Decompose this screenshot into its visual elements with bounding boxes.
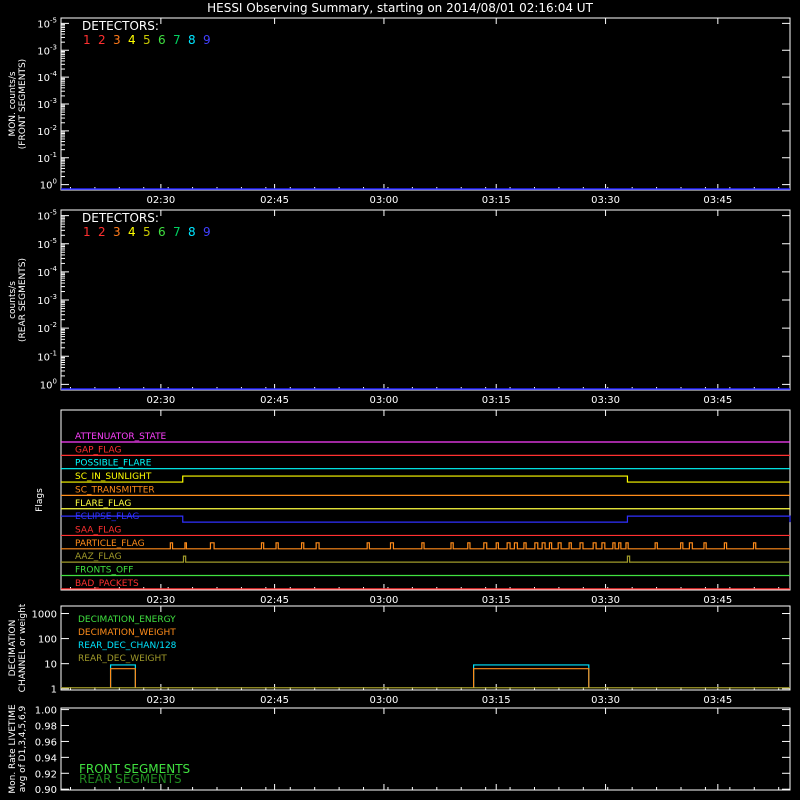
legend-title: DETECTORS: <box>82 19 159 33</box>
decimation-legend-item: REAR_DEC_CHAN/128 <box>78 641 177 651</box>
y-tick-label: 0.96 <box>34 737 57 749</box>
legend-item-detector-8: 8 <box>188 225 196 239</box>
legend-item-detector-6: 6 <box>158 225 166 239</box>
y-tick-label: $10^0$ <box>39 377 57 392</box>
x-tick-label: 03:30 <box>591 595 620 606</box>
legend-item-detector-7: 7 <box>173 33 181 47</box>
x-tick-label: 03:45 <box>703 595 733 606</box>
rear-panel <box>8 209 790 406</box>
y-axis-label: Flags <box>35 488 45 512</box>
y-tick-label: 1 <box>50 684 57 696</box>
y-tick-label: 0.92 <box>34 769 57 781</box>
legend-item-detector-3: 3 <box>113 225 121 239</box>
legend-item-detector-4: 4 <box>128 33 136 47</box>
y-tick-label: 1.00 <box>34 705 57 717</box>
legend-item-detector-1: 1 <box>83 33 91 47</box>
x-tick-label: 03:00 <box>369 395 399 406</box>
flags-panel <box>35 410 790 606</box>
front-panel <box>8 16 790 206</box>
flag-label: PARTICLE_FLAG <box>75 538 145 549</box>
x-tick-label: 03:15 <box>481 595 511 606</box>
y-tick-label: $10^{-4}$ <box>37 70 57 85</box>
legend-item-detector-8: 8 <box>188 33 196 47</box>
y-tick-label: 0.90 <box>34 785 57 797</box>
y-tick-label: $10^{-1}$ <box>37 150 57 165</box>
livetime-legend-item: FRONT SEGMENTS <box>79 762 191 776</box>
flag-label: AAZ_FLAG <box>75 552 122 563</box>
legend-item-detector-5: 5 <box>143 33 151 47</box>
y-tick-label: 100 <box>37 634 57 646</box>
flag-label: FRONTS_OFF <box>75 565 134 576</box>
y-tick-label: 0.94 <box>34 753 57 765</box>
y-tick-label: $10^{-3}$ <box>37 293 57 307</box>
y-axis-label: avg of D1,3,4,5,6,9 <box>18 705 28 793</box>
legend-item-detector-3: 3 <box>113 33 121 47</box>
decimation-legend-item: DECIMATION_ENERGY <box>78 615 176 625</box>
flag-label: GAP_FLAG <box>75 445 122 456</box>
x-tick-label: 02:45 <box>260 395 290 406</box>
x-tick-label: 03:15 <box>481 395 511 406</box>
livetime-panel <box>8 704 790 796</box>
y-tick-label: $10^0$ <box>39 177 57 192</box>
y-axis-label: (FRONT SEGMENTS) <box>18 58 28 150</box>
legend-item-detector-5: 5 <box>143 225 151 239</box>
x-tick-label: 02:45 <box>260 195 290 206</box>
y-tick-label: $10^{-5}$ <box>37 16 57 31</box>
y-axis-label: (REAR SEGMENTS) <box>18 257 28 343</box>
y-tick-label: 1000 <box>31 609 57 621</box>
x-tick-label: 03:00 <box>369 695 399 706</box>
y-axis-label: CHANNEL or weight <box>18 603 28 693</box>
y-axis-label: Mon. Rate LIVETIME <box>8 704 18 794</box>
x-tick-label: 03:30 <box>591 195 620 206</box>
legend-item-detector-6: 6 <box>158 33 166 47</box>
front-frame <box>61 18 790 190</box>
flags-frame <box>61 410 790 590</box>
flag-label: ECLIPSE_FLAG <box>75 512 140 523</box>
y-tick-label: $10^{-3}$ <box>37 97 57 111</box>
x-tick-label: 02:45 <box>260 595 290 606</box>
legend-item-detector-4: 4 <box>128 225 136 239</box>
x-tick-label: 03:00 <box>369 195 399 206</box>
x-tick-label: 03:30 <box>591 395 620 406</box>
legend-item-detector-1: 1 <box>83 225 91 239</box>
x-tick-label: 03:30 <box>591 695 620 706</box>
y-tick-label: $10^{-4}$ <box>37 264 57 279</box>
flag-label: POSSIBLE_FLARE <box>75 458 152 469</box>
flag-trace <box>61 516 790 522</box>
y-tick-label: $10^{-3}$ <box>37 43 57 58</box>
x-tick-label: 03:45 <box>703 195 733 206</box>
decimation-step <box>111 669 589 688</box>
flag-trace <box>61 543 790 549</box>
chart-title: HESSI Observing Summary, starting on 2014/08/01 02:16:04 UT <box>207 1 593 15</box>
flag-label: FLARE_FLAG <box>75 498 132 509</box>
rear-frame <box>61 210 790 390</box>
y-axis-label: MON. counts/s <box>8 71 18 137</box>
flag-label: BAD_PACKETS <box>75 578 139 589</box>
y-tick-label: $10^{-5}$ <box>37 236 57 251</box>
decimation-legend-item: REAR_DEC_WEIGHT <box>78 654 167 664</box>
decimation-legend-item: DECIMATION_WEIGHT <box>78 628 176 638</box>
legend-item-detector-9: 9 <box>203 33 211 47</box>
livetime-legend-item: REAR SEGMENTS <box>79 772 182 786</box>
x-tick-label: 02:30 <box>146 595 176 606</box>
legend-item-detector-9: 9 <box>203 225 211 239</box>
flag-trace <box>61 556 790 562</box>
y-tick-label: 0.98 <box>34 721 57 733</box>
legend-title: DETECTORS: <box>82 211 159 225</box>
x-tick-label: 03:00 <box>369 595 399 606</box>
y-tick-label: $10^{-5}$ <box>37 208 57 223</box>
x-tick-label: 03:45 <box>703 695 733 706</box>
x-tick-label: 03:15 <box>481 695 511 706</box>
x-tick-label: 02:30 <box>146 195 176 206</box>
legend-item-detector-2: 2 <box>98 33 106 47</box>
decimation-panel <box>8 603 790 706</box>
y-tick-label: $10^{-1}$ <box>37 349 57 364</box>
flag-trace <box>61 476 790 482</box>
y-axis-label: DECIMATION <box>8 619 18 677</box>
y-tick-label: $10^{-2}$ <box>37 123 57 138</box>
y-tick-label: 10 <box>44 659 57 671</box>
legend-item-detector-7: 7 <box>173 225 181 239</box>
x-tick-label: 02:30 <box>146 695 176 706</box>
flag-label: ATTENUATOR_STATE <box>75 432 167 442</box>
flag-label: SAA_FLAG <box>75 525 122 536</box>
y-tick-label: $10^{-2}$ <box>37 321 57 336</box>
x-tick-label: 03:45 <box>703 395 733 406</box>
x-tick-label: 02:45 <box>260 695 290 706</box>
x-tick-label: 02:30 <box>146 395 176 406</box>
flag-label: SC_TRANSMITTER <box>75 485 155 496</box>
flag-label: SC_IN_SUNLIGHT <box>75 472 152 483</box>
x-tick-label: 03:15 <box>481 195 511 206</box>
legend-item-detector-2: 2 <box>98 225 106 239</box>
y-axis-label: counts/s <box>8 281 18 319</box>
